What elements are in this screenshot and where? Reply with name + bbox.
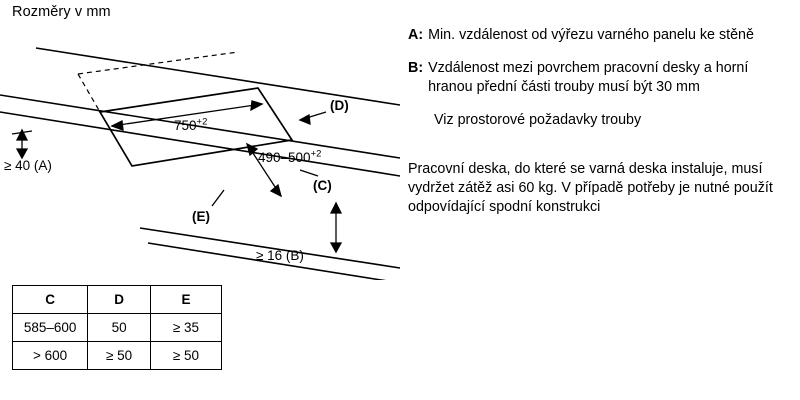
diagram-title: Rozměry v mm [12,4,111,20]
table-cell: > 600 [13,342,88,370]
table-header-row [13,286,222,314]
dimension-label-depth: $490-500^{+2}$ [258,148,322,165]
table-cell: ≥ 50 [88,342,151,370]
table-row [13,314,222,342]
note-b-text: Vzdálenost mezi povrchem pracovní desky a horní hranou přední části trouby musí být 30 mm [428,60,749,95]
note-a-text: Min. vzdálenost od výřezu varného panelu ke stěně [428,27,754,43]
table-header-c: C [13,286,88,314]
table-header-d: D [88,286,151,314]
dimension-label-width: $750^{+2}$ [174,116,208,133]
dashed-leader-side [78,74,100,112]
dimension-table [12,285,222,370]
marker-label-d: (D) [330,98,349,113]
notes-panel [408,26,788,217]
note-a-key: A: [408,27,424,43]
table-header-e: E [150,286,221,314]
table-cell: ≥ 50 [150,342,221,370]
leader-e [212,190,224,206]
table-cell: ≥ 35 [150,314,221,342]
table-cell: 585–600 [13,314,88,342]
note-a [408,26,788,45]
dimension-label-gap-b: ≥ 16 (B) [256,248,304,263]
table-row [13,342,222,370]
dashed-leader-top [78,52,238,74]
worktop-load-note: Pracovní deska, do které se varná deska instaluje, musí vydržet zátěž asi 60 kg. V případě potřeby je nutné použít odpovídající spodní konstrukci [408,161,773,215]
dimension-16-b [331,203,341,252]
marker-label-e: (E) [192,209,210,224]
marker-label-c: (C) [313,178,332,193]
note-b-key: B: [408,60,424,76]
diagram-line-art [0,0,400,280]
dimension-40-a [12,130,32,158]
leader-c [300,170,318,176]
dimension-table-wrapper [12,285,222,370]
wall-line [36,48,400,105]
oven-space-note: Viz prostorové požadavky trouby [434,112,642,128]
leader-d [300,112,326,124]
table-cell: 50 [88,314,151,342]
dimension-label-wall-distance: ≥ 40 (A) [4,158,52,173]
note-b [408,59,788,97]
